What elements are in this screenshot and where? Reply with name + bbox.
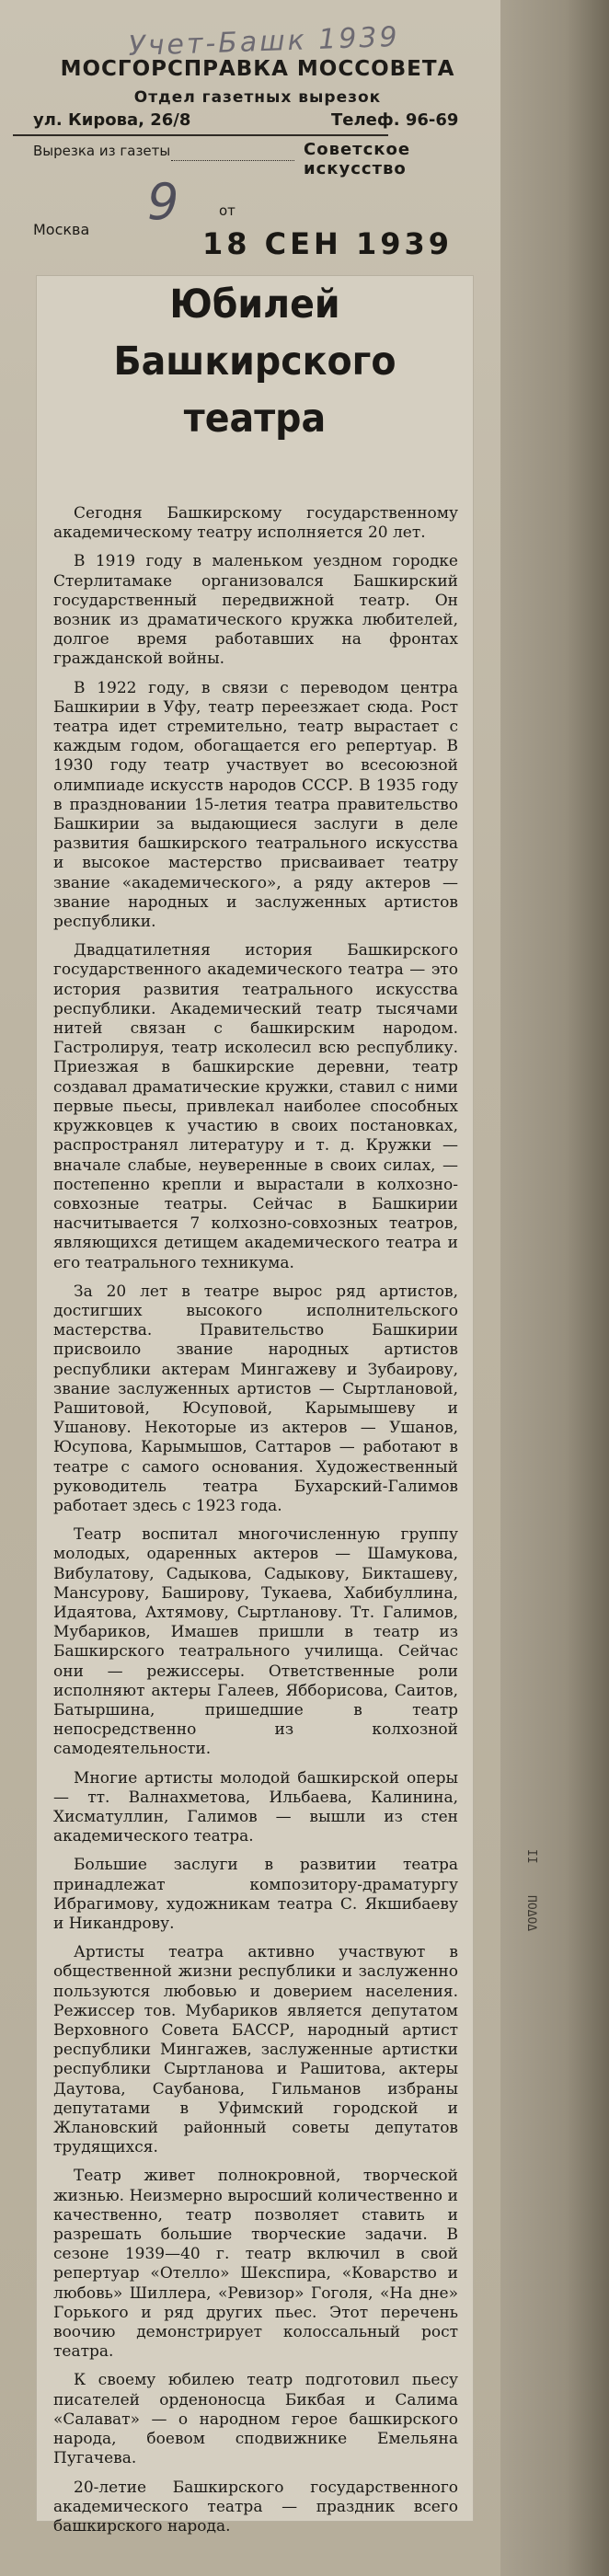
paragraph: Многие артисты молодой башкирской оперы — тт. Валнахметова, Ильбаева, Калинина, Хисматуллин, Галимов — вышли из стен академического театра. — [53, 1768, 458, 1846]
title-line-2: Башкирского — [113, 339, 396, 385]
paragraph: В 1919 году в маленьком уездном городке Стерлитамаке организовался Башкирский государственный передвижной театр. Он возник из драматического кружка любителей, долгое время работавших на фронтах гражданской войны. — [53, 552, 458, 669]
paragraph: Двадцатилетняя история Башкирского государственного академического театра — это история развития театрального искусства республики. Академический театр тысячами нитей связан с башкирским народом. Гастролируя, театр исколесил всю республику. Приезжая в башкирские деревни, театр создавал драматические кружки, ставил с ними первые пьесы, привлекал наиболее способных кружковцев к участию в своих постановках, распространял литературу и т. д. Кружки — вначале слабые, неуверенные в своих силах, — постепенно крепли и вырастали в колхозно-совхозные театры. Сейчас в Башкирии насчитывается 7 колхозно-совхозных театров, являющихся детищем академического театра и его театрального техникума. — [53, 941, 458, 1272]
paragraph: Сегодня Башкирскому государственному академическому театру исполняется 20 лет. — [53, 504, 458, 543]
bureau-address: ул. Кирова, 26/8 — [33, 110, 191, 130]
title-line-1: Юбилей — [169, 282, 340, 328]
fill-line — [171, 160, 294, 161]
paragraph: В 1922 году, в связи с переводом центра Башкирии в Уфу, театр переезжает сюда. Рост театра идет стремительно, театр вырастает с каждым годом, обогащается его репертуар. В 1930 году театр участвует во всесоюзной олимпиаде искусств народов СССР. В 1935 году в праздновании 15-летия театра правительство Башкирии за выдающиеся заслуги в деле развития башкирского театрального искусства и высокое мастерство присваивает театру звание «академического», а ряду актеров — звание народных и заслуженных артистов республики. — [53, 678, 458, 932]
paragraph: Театр живет полнокровной, творческой жизнью. Неизмерно выросший количественно и качественно, театр позволяет ставить и разрешать большие творческие задачи. В сезоне 1939—40 г. театр включил в свой репертуар «Отелло» Шекспира, «Коварство и любовь» Шиллера, «Ревизор» Гоголя, «На дне» Горького и ряд других пьес. Этот перечень воочию демонстрирует колоссальный рост театра. — [53, 2167, 458, 2362]
newspaper-name: Советское искусство — [304, 140, 411, 178]
paragraph: За 20 лет в театре вырос ряд артистов, достигших высокого исполнительского мастерства. Правительство Башкирии присвоило звание народных артистов республики актерам Мингажеву и Зубаирову, звание заслуженных артистов — Сыртлановой, Рашитовой, Юсуповой, Карымышеву и Ушанову. Некоторые из актеров — Ушанов, Юсупова, Карымышов, Саттаров — работают в театре с самого основания. Художественный руководитель театра Бухарский-Галимов работает здесь с 1923 года. — [53, 1282, 458, 1515]
paragraph: Театр воспитал многочисленную группу молодых, одаренных актеров — Шамукова, Вибулатову, Садыкова, Садыкову, Бикташеву, Мансурову, Баширову, Тукаева, Хабибуллина, Идаятова, Ахтямову, Сыртланову. Тт. Галимов, Мубариков, Имашев пришли в театр из Башкирского театрального училища. Сейчас они — режиссеры. Ответственные роли исполняют актеры Галеев, Ябборисова, Саитов, Батыршина, пришедшие в театр непосредственно из колхозной самодеятельности. — [53, 1525, 458, 1759]
edge-mark-bottom: ΠΟΔΟΔ — [524, 1895, 538, 1932]
bureau-phone: Телеф. 96-69 — [331, 110, 459, 130]
sheet-shadow-edge — [500, 0, 609, 2576]
issue-number: 9 — [147, 173, 179, 231]
bureau-department: Отдел газетных вырезок — [133, 88, 382, 107]
title-line-3: театра — [183, 396, 327, 442]
city-label: Москва — [33, 221, 90, 238]
cutting-label: Вырезка из газеты — [33, 143, 171, 159]
date-stamp: 18 СЕН 1939 — [202, 226, 453, 261]
paragraph: Большие заслуги в развитии театра принадлежат композитору-драматургу Ибрагимову, художникам театра С. Якшибаеву и Никандрову. — [53, 1856, 458, 1934]
paragraph: 20-летие Башкирского государственного академического театра — праздник всего башкирского народа. — [53, 2478, 458, 2536]
article-body — [53, 504, 458, 2546]
edge-mark-top: II — [524, 1849, 538, 1864]
article-title — [54, 276, 455, 447]
bureau-name: МОСГОРСПРАВКА МОССОВЕТА — [60, 57, 455, 81]
from-label: от — [219, 202, 236, 219]
stamp-rule — [13, 134, 388, 136]
paragraph: К своему юбилею театр подготовил пьесу писателей орденоносца Бикбая и Салима «Салават» — о народном герое башкирского народа, боевом сподвижнике Емельяна Пугачева. — [53, 2371, 458, 2468]
newspaper-clipping — [37, 276, 473, 2536]
handwritten-note: Учет-Башк 1939 — [127, 20, 401, 63]
paragraph: Артисты театра активно участвуют в общественной жизни республики и заслуженно пользуются любовью и доверием населения. Режиссер тов. Мубариков является депутатом Верховного Совета БАССР, народный артист республики Мингажев, заслуженные артистки республики Сыртланова и Рашитова, актеры Даутова, Саубанова, Гильманов избраны депутатами в Уфимский городской и Жлановский районный советы депутатов трудящихся. — [53, 1943, 458, 2157]
clipping-bureau-stamp — [0, 0, 497, 276]
